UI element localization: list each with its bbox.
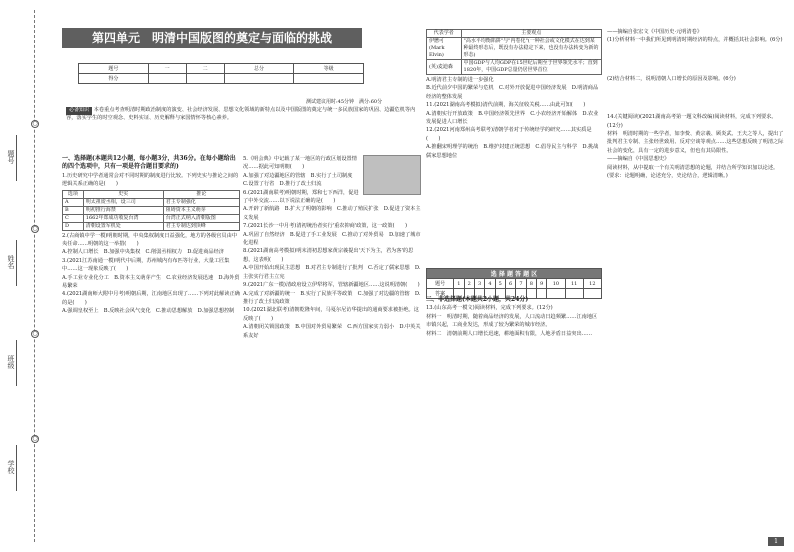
option-text: A.巩固了自然经济 B.促进了手工业发展 C.推动了对外贸易 D.加速了城市化进程 bbox=[243, 231, 421, 247]
binding-label: 班级 bbox=[7, 355, 15, 369]
question-text: (2)结合材料二，说明清朝人口增长的原因及影响。(6分) bbox=[607, 75, 736, 82]
table-cell: 台湾正式纳入清朝版图 bbox=[163, 214, 239, 222]
table-cell: 伊懋可(Mark Elvin) bbox=[427, 38, 462, 60]
time-note: 测试建议用时:45分钟 满分:60分 bbox=[306, 99, 383, 105]
binding-hole: ○ bbox=[32, 330, 38, 337]
question-text: 2.(古商镇中学一模)明朝时期，中央集权制度日益强化，地方的各级官员由中央任命……明朝的这一举措( ) bbox=[62, 232, 237, 248]
table-cell: 阻碍资本主义萌芽 bbox=[163, 206, 239, 214]
page-number: 1 bbox=[768, 537, 784, 546]
table-cell: 1662年郑成功收复台湾 bbox=[83, 214, 163, 222]
fill-line bbox=[16, 340, 17, 386]
q1-table bbox=[62, 190, 240, 231]
answer-grid-number: 5 bbox=[495, 279, 505, 289]
answer-grid-number: 2 bbox=[464, 279, 474, 289]
option-text: A.清朝实行开放政策 B.中国经济领先世界 C.小农经济开始解体 D.农业发展促进人口增长 bbox=[426, 110, 599, 126]
score-cell: 二 bbox=[186, 64, 224, 74]
column-3 bbox=[426, 28, 602, 160]
fill-line bbox=[16, 135, 17, 181]
binding-margin bbox=[0, 0, 58, 552]
score-cell: 等级 bbox=[294, 64, 364, 74]
answer-label: 答案 bbox=[427, 289, 454, 299]
fill-line bbox=[16, 240, 17, 286]
answer-space[interactable] bbox=[607, 83, 785, 113]
section-heading: 一、选择题(本题共12小题，每小题3分，共36分。在每小题给出的四个选项中，只有一项是符合题目要求的) bbox=[62, 155, 236, 171]
intro-badge: 必备知识 bbox=[66, 107, 92, 115]
column-4 bbox=[607, 28, 785, 180]
question-text: 13.(山东高考一模文)阅读材料，完成下列要求。(12分) bbox=[426, 305, 553, 312]
option-text: B.近代前夕中国的繁荣与危机 C.对外开放促进中国经济发展 D.明清商品经济的整体发展 bbox=[426, 85, 599, 100]
question-text: (1)分析材料一中我们所见到明清时期经济的特点，并概括其社会影响。(6分) bbox=[607, 37, 783, 44]
unit-title: 第四单元 明清中国版图的奠定与面临的挑战 bbox=[62, 28, 362, 48]
answer-grid-number: 11 bbox=[565, 279, 583, 289]
question-text: 12.(2021河南郑州高考联考)清朝学者对于传统经学的研究……其实质是( ) bbox=[426, 127, 592, 142]
answer-grid-number: 1 bbox=[454, 279, 464, 289]
score-table bbox=[78, 63, 364, 84]
cut-line bbox=[34, 10, 35, 542]
binding-hole: ○ bbox=[32, 225, 38, 232]
answer-grid bbox=[426, 268, 602, 299]
score-cell: 题号 bbox=[79, 64, 149, 74]
table-cell: A bbox=[63, 198, 84, 206]
table-cell: (英)麦迪森 bbox=[427, 60, 462, 75]
question-text: 14.(关键阅读)(2021湖南高考第一题文科改编)阅读材料，完成下列要求。(12分) bbox=[607, 114, 777, 129]
answer-grid-number: 9 bbox=[536, 279, 546, 289]
table-cell: 明太祖废丞相，设三司 bbox=[83, 198, 163, 206]
material-text: 材料 明清时期的一些学者，如李贽、黄宗羲、顾炎武、王夫之等人，提出了批判君主专制、主张经世致用、反对空谈等观点……这些思想反映了明清之际社会的变化，具有一定的进步意义，但也有其局限性。 bbox=[607, 131, 784, 154]
column-2 bbox=[243, 155, 421, 340]
question-text: 7.(2021长沙一中月考)清初统治者实行'重农抑商'政策，这一政策( ) bbox=[243, 223, 407, 230]
material-text: 材料一 明清时期，随着商品经济的发展，人口流动日趋频繁……江南地区市镇兴起，工商业发达，形成了较为繁荣的城市经济。 bbox=[426, 313, 598, 329]
question-text: 11.(2021湖南高考模拟)清代前期，海关征收关税……由此可知( ) bbox=[426, 102, 586, 109]
unit-intro bbox=[66, 107, 421, 122]
answer-grid-number: 4 bbox=[485, 279, 495, 289]
fill-line bbox=[16, 445, 17, 491]
table-cell: 君主专制达到顶峰 bbox=[163, 222, 239, 230]
question-text: 1.历史研究中学者通常会对不同时期的制度进行比较。下列史实与推论之间的逻辑关系正确的是( ) bbox=[62, 172, 239, 188]
option-text: A.加强了对边疆地区的管辖 B.实行了土司制度 C.设置了行省 D.推行了改土归流 bbox=[243, 172, 358, 188]
option-text: A.清朝闭关锁国政策 B.中国对外贸易繁荣 C.西方国家实力弱小 D.中英关系友好 bbox=[243, 324, 421, 339]
option-text: A.明清君主专制的进一步强化 bbox=[426, 77, 494, 83]
table-cell: 清朝设置军机处 bbox=[83, 222, 163, 230]
question-text: 8.(2021湖南高考模拟)明末清初思想家黄宗羲提出'天下为主，君为客'的思想，这表明( ) bbox=[243, 248, 414, 263]
source-citation: ——摘编自张宏文《中国历史·元明清卷》 bbox=[607, 29, 703, 35]
option-text: A.控制人口增长 B.加强中央集权 C.削弱丞相权力 D.促进商品经济 bbox=[62, 249, 224, 256]
option-text: A.手工业专业化分工 B.资本主义萌芽产生 C.农业经济发展迅速 D.海外贸易繁荣 bbox=[62, 274, 240, 290]
question-text: 5.《明会典》中记载了某一地区的行政区划设置情况……据此可知明朝( ) bbox=[243, 156, 357, 171]
option-text: A.中国开始出现民主思想 B.对君主专制进行了批判 C.否定了儒家思想 D.主张实行君主立宪 bbox=[243, 265, 421, 280]
score-input[interactable] bbox=[294, 74, 364, 84]
table-cell: 君主专制强化 bbox=[163, 198, 239, 206]
answer-grid-number: 题号 bbox=[427, 279, 454, 289]
option-text: A.开辟了新航路 B.扩大了明朝的影响 C.推动了殖民扩张 D.促进了资本主义发展 bbox=[243, 206, 421, 221]
score-input[interactable] bbox=[224, 74, 294, 84]
answer-grid-number: 8 bbox=[526, 279, 536, 289]
score-cell: 一 bbox=[148, 64, 186, 74]
answer-grid-number: 3 bbox=[474, 279, 484, 289]
question-text: 3.(2021江苏南通一模)明代中后期，苏州城内有布匹等行业，大量工匠集中……这一现象反映了( ) bbox=[62, 257, 230, 273]
question-text: 6.(2021湖南联考)明朝时期，郑和七下西洋，促进了中外交流……以下说法正确的是( ) bbox=[243, 189, 359, 205]
illustration-image bbox=[363, 155, 421, 195]
score-input[interactable] bbox=[186, 74, 224, 84]
option-text: A.完成了对新疆的统一 B.实行了民族平等政策 C.加强了对边疆的管辖 D.推行了改土归流政策 bbox=[243, 290, 421, 305]
column-1 bbox=[62, 155, 240, 316]
table-header: 代表学者 bbox=[427, 30, 462, 38]
question-text: 10.(2021湖北联考)清朝乾隆年间，马戛尔尼访华提出的通商要求被拒绝。这反映了( ) bbox=[243, 307, 419, 322]
answer-grid-numbers bbox=[427, 279, 602, 289]
table-header: 主要观点 bbox=[461, 30, 601, 38]
question-text: 9.(2021广东一模)清政府设立伊犁将军，管辖新疆地区……这说明清朝( ) bbox=[243, 282, 420, 289]
answer-grid-number: 12 bbox=[583, 279, 601, 289]
table-cell: C bbox=[63, 214, 84, 222]
option-text: A.强调皇权至上 B.反映社会风气变化 C.推动思想解放 D.加强思想控制 bbox=[62, 308, 235, 315]
table-header: 选项 bbox=[63, 190, 84, 198]
section-heading: 二、非选择题(本题共2小题，共24分) bbox=[426, 296, 529, 303]
table-cell: D bbox=[63, 222, 84, 230]
binding-hole: ○ bbox=[32, 435, 38, 442]
question-text: 阅读材料，从中提取一个有关明清思想的论题，并结合所学知识加以论述。(要求：论题明确，论述充分，史论结合，逻辑清晰。) bbox=[607, 164, 779, 180]
scholar-table bbox=[426, 29, 602, 75]
column-3-lower bbox=[426, 296, 602, 338]
material-text: 材料二 清朝前期人口增长迅速，耕地面积有限，人地矛盾日益突出…… bbox=[426, 330, 593, 337]
intro-text: 本卷重点考查明清时期政治制度的演变、社会经济发展、思想文化领域的新特点以及中国版图的奠定与统一多民族国家的巩固、边疆危机等内容，落实学生的时空观念、史料实证、历史解释与家国情怀等核心素养。 bbox=[66, 107, 416, 121]
binding-label: 姓名 bbox=[7, 255, 15, 269]
score-input[interactable] bbox=[148, 74, 186, 84]
answer-grid-number: 10 bbox=[547, 279, 565, 289]
table-cell: "高水平均衡陷阱"与"内卷化"(一种社会或文化模式在达到某种最终形态后，既没有办法稳定下来，也没有办法转变为新的形态) bbox=[461, 38, 601, 60]
table-cell: 明初推行海禁 bbox=[83, 206, 163, 214]
binding-label: 学校 bbox=[7, 460, 15, 474]
answer-grid-number: 6 bbox=[505, 279, 515, 289]
answer-grid-title: 选 择 题 答 题 区 bbox=[427, 269, 602, 279]
option-text: A.推翻宋明理学的统治 B.维护封建正统思想 C.倡导民主与科学 D.挑战儒家思想地位 bbox=[426, 144, 599, 159]
question-text: 4.(2021湖南师大附中月考)明朝后期，江南地区出现了……下列对此解读正确的是( ) bbox=[62, 291, 240, 306]
score-cell: 得分 bbox=[79, 74, 149, 84]
table-header: 史实 bbox=[83, 190, 163, 198]
binding-label: 题号 bbox=[7, 150, 15, 164]
score-cell: 总分 bbox=[224, 64, 294, 74]
table-header: 推论 bbox=[163, 190, 239, 198]
answer-space[interactable] bbox=[607, 45, 785, 75]
table-cell: B bbox=[63, 206, 84, 214]
answer-grid-number: 7 bbox=[516, 279, 526, 289]
binding-hole: ○ bbox=[32, 120, 38, 127]
source-citation: ——摘编自《中国思想史》 bbox=[607, 156, 670, 163]
table-cell: 中国GDP与人均GDP在15世纪后期至于世界领先水平；直到1820年，中国GDP总量仍居世界首位 bbox=[461, 60, 601, 75]
